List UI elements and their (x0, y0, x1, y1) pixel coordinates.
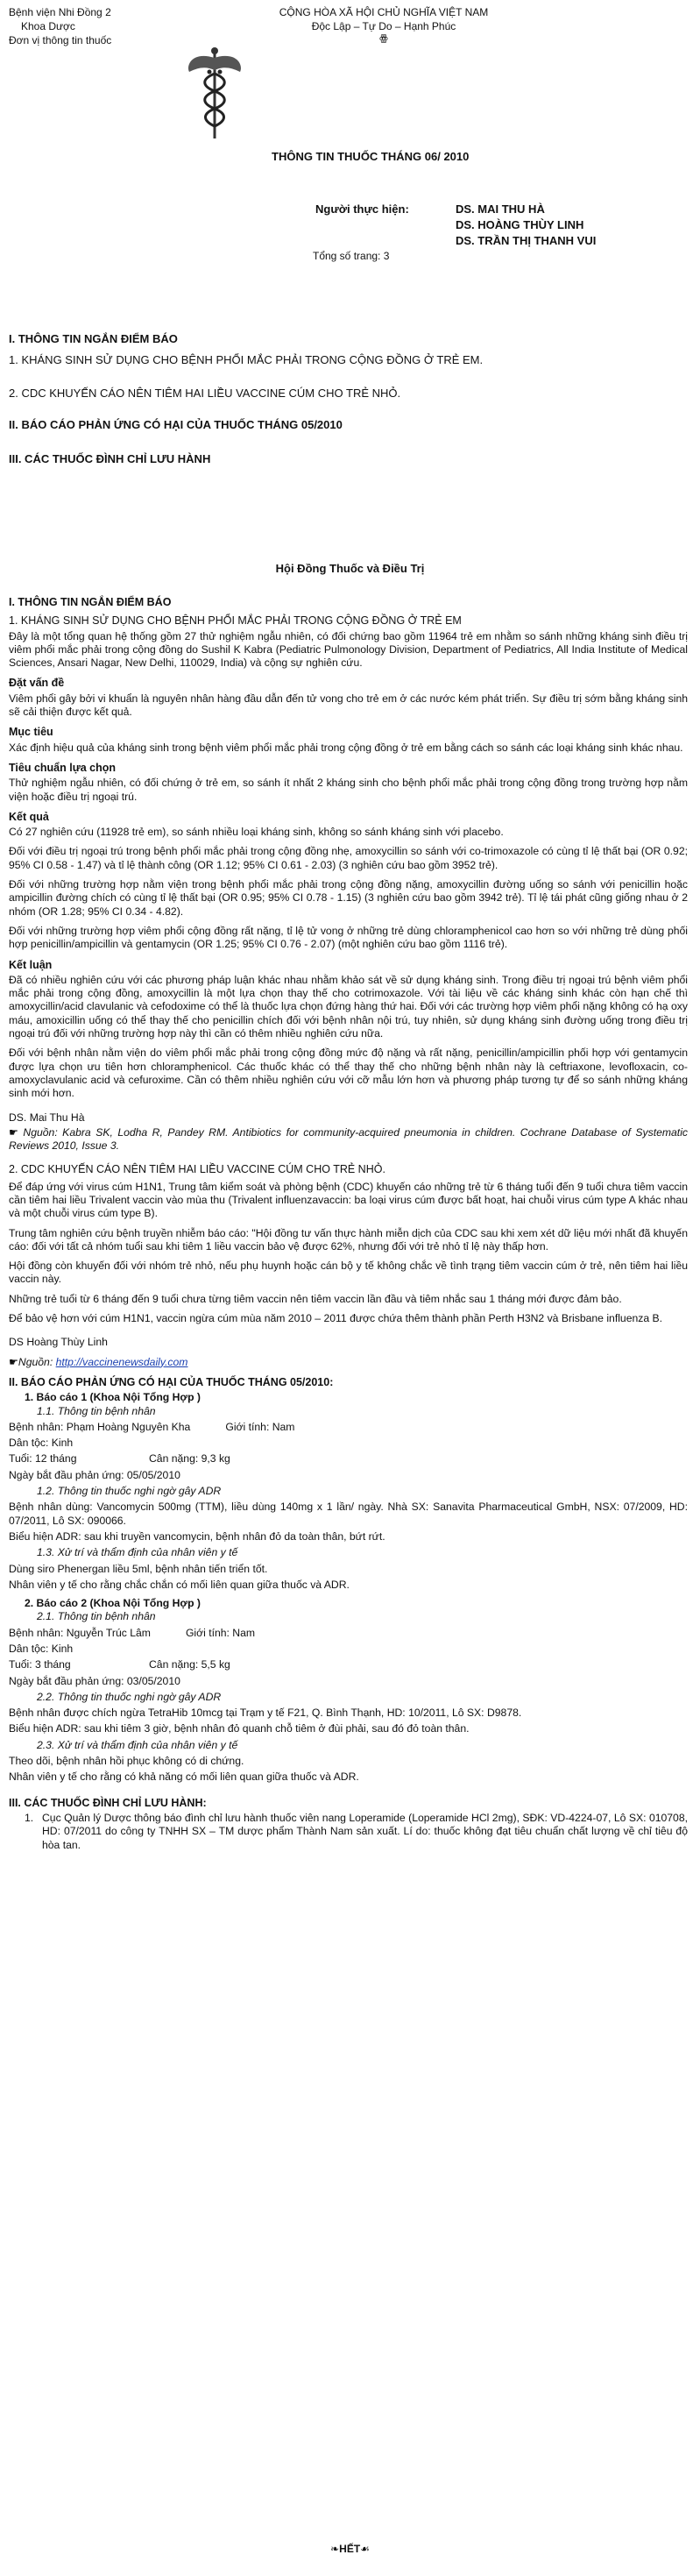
source-label: ☛Nguồn: (9, 1355, 56, 1368)
article-title: 2. CDC KHUYẾN CÁO NÊN TIÊM HAI LIỀU VACCINE CÚM CHO TRẺ NHỎ. (9, 1163, 385, 1176)
writer-name: DS. HOÀNG THÙY LINH (456, 218, 584, 231)
paragraph: Đây là một tổng quan hệ thống gồm 27 thử nghiệm ngẫu nhiên, có đối chứng bao gồm 11964 trẻ em nhằm so sánh những kháng sinh điều trị viêm phổi mắc phải trong cộng đồng do Sushil K Kabra (Pediatric Pulmonology Division, Department of Pediatrics, All India Institute of Medical Sciences, Ansari Nagar, New Delhi, 110029, India) và cộng sự nghiên cứu. (9, 629, 688, 670)
case-title: 1. Báo cáo 1 (Khoa Nội Tổng Hợp ) (25, 1391, 201, 1404)
subheading: Kết luận (9, 958, 53, 971)
case-title: 2. Báo cáo 2 (Khoa Nội Tổng Hợp ) (25, 1597, 201, 1610)
paragraph: Đối với những trường hợp nằm viện trong bệnh phổi mắc phải trong cộng đồng nặng, amoxycillin đường uống so sánh với penicillin hoặc ampicillin đường chích có cùng tỉ lệ thất bại (OR 0.95; 95% CI 0.78 - 1.15) (3 nghiên cứu bao gồm 3942 trẻ). Tỉ lệ tái phát cũng giống nhau ở 2 nhóm (OR 1.28; 95% CI 0.34 - 4.82). (9, 878, 688, 918)
paragraph: Để bảo vệ hơn với cúm H1N1, vaccin ngừa cúm mùa năm 2010 – 2011 được chứa thêm thành phần Perth H3N2 và Brisbane influenza B. (9, 1312, 663, 1325)
patient-sex: Giới tính: Nam (225, 1420, 295, 1433)
paragraph: Trung tâm nghiên cứu bệnh truyền nhiễm báo cáo: "Hội đồng tư vấn thực hành miễn dịch của CDC sau khi xem xét dữ liệu mới nhất đã khuyến cáo: đối với tất cả nhóm tuổi sau khi tiêm 1 liều vaccin bảo vệ được 62%, nhưng đối với trẻ nhỏ tỉ lệ này thấp hơn. (9, 1226, 688, 1253)
writer-name: DS. TRẦN THỊ THANH VUI (456, 234, 597, 247)
treatment: Dùng siro Phenergan liều 5ml, bệnh nhân tiến triển tốt. (9, 1562, 268, 1575)
paragraph: Những trẻ tuổi từ 6 tháng đến 9 tuổi chưa từng tiêm vaccin nên tiêm vaccin lần đầu và tiêm nhắc sau 1 tháng mới được đảm bảo. (9, 1292, 622, 1305)
patient-name: Bệnh nhân: Nguyễn Trúc Lâm (9, 1626, 151, 1639)
author: DS Hoàng Thùy Linh (9, 1336, 108, 1349)
org-department: Khoa Dược (21, 20, 75, 32)
paragraph: Xác định hiệu quả của kháng sinh trong bệnh viêm phổi mắc phải trong cộng đồng ở trẻ em bằng cách so sánh các loại kháng sinh khác nhau. (9, 741, 683, 754)
document-title: THÔNG TIN THUỐC THÁNG 06/ 2010 (272, 150, 470, 163)
nation-block (209, 5, 559, 44)
case-subheading: 2.3. Xử trí và thẩm định của nhân viên y tế (37, 1738, 238, 1751)
suspended-drug-item: Cục Quản lý Dược thông báo đình chỉ lưu hành thuốc viên nang Loperamide (Loperamide HCl 2mg), SĐK: VD-4224-07, Lô SX: 010708, HD: 07/2011 do công ty TNHH SX – TM dược phẩm Thành Nam sản xuất. Lí do: thuốc không đạt tiêu chuẩn chất lượng về chỉ tiêu độ hòa tan. (42, 1811, 688, 1851)
subheading: Kết quả (9, 810, 49, 823)
toc-item: 1. KHÁNG SINH SỬ DỤNG CHO BỆNH PHỔI MẮC PHẢI TRONG CỘNG ĐỒNG Ở TRẺ EM. (9, 353, 484, 366)
reaction-date: Ngày bắt đầu phản ứng: 03/05/2010 (9, 1674, 180, 1687)
writers-block (315, 202, 596, 249)
section-heading: III. CÁC THUỐC ĐÌNH CHỈ LƯU HÀNH: (9, 1796, 207, 1809)
subheading: Đặt vấn đề (9, 677, 65, 690)
paragraph: Có 27 nghiên cứu (11928 trẻ em), so sánh nhiều loại kháng sinh, không so sánh kháng sinh với placebo. (9, 826, 504, 839)
toc-item: 2. CDC KHUYẾN CÁO NÊN TIÊM HAI LIỀU VACCINE CÚM CHO TRẺ NHỎ. (9, 387, 401, 400)
patient-age: Tuổi: 3 tháng (9, 1658, 71, 1671)
section-heading: II. BÁO CÁO PHẢN ỨNG CÓ HẠI CỦA THUỐC THÁNG 05/2010: (9, 1375, 334, 1388)
paragraph: Viêm phổi gây bởi vi khuẩn là nguyên nhân hàng đầu dẫn đến tử vong cho trẻ em ở các nước kém phát triển. Sự điều trị sớm bằng kháng sinh sẽ cải thiện được kết quả. (9, 692, 688, 719)
adr-info: Biểu hiện ADR: sau khi tiêm 3 giờ, bệnh nhân đỏ quanh chỗ tiêm ở đùi phải, sau đó đỏ toàn thân. (9, 1722, 470, 1735)
section-heading: I. THÔNG TIN NGẮN ĐIỂM BÁO (9, 596, 172, 608)
reaction-date: Ngày bắt đầu phản ứng: 05/05/2010 (9, 1468, 180, 1481)
case-subheading: 1.2. Thông tin thuốc nghi ngờ gây ADR (37, 1485, 222, 1498)
assessment: Nhân viên y tế cho rằng chắc chắn có mối liên quan giữa thuốc và ADR. (9, 1578, 350, 1591)
patient-weight: Cân nặng: 9,3 kg (149, 1452, 230, 1465)
patient-name: Bệnh nhân: Phạm Hoàng Nguyên Kha (9, 1420, 191, 1433)
source-link[interactable]: http://vaccinenewsdaily.com (55, 1355, 188, 1368)
paragraph: Thử nghiệm ngẫu nhiên, có đối chứng ở trẻ em, so sánh ít nhất 2 kháng sinh cho bệnh phổi mắc phải trong cộng đồng trong trường hợp nằm viện hoặc điều trị ngoại trú. (9, 777, 688, 803)
paragraph: Hội đồng còn khuyến đối với nhóm trẻ nhỏ, nếu phụ huynh hoặc cán bộ y tế không chắc về tình trạng tiêm vaccin cúm ở trẻ, nên tiêm hai liều vaccin này. (9, 1260, 688, 1286)
org-unit: Đơn vị thông tin thuốc (9, 34, 112, 46)
treatment: Theo dõi, bệnh nhân hồi phục không có di chứng. (9, 1755, 244, 1768)
motto-ornament: ꙮ (379, 33, 388, 44)
adr-info: Biểu hiện ADR: sau khi truyền vancomycin, bệnh nhân đỏ da toàn thân, bứt rứt. (9, 1529, 385, 1543)
assessment: Nhân viên y tế cho rằng có khả năng có mối liên quan giữa thuốc và ADR. (9, 1771, 359, 1784)
total-pages: Tổng số trang: 3 (313, 250, 390, 262)
paragraph: Đối với bệnh nhân nằm viện do viêm phổi mắc phải trong cộng đồng mức độ nặng và rất nặng, penicillin/ampicillin phối hợp với gentamycin được lựa chọn ưu tiên hơn chloramphenicol. Các thuốc khác có thể thay thế cho những bệnh nhân này là ceftriaxone, levofloxacin, co-amoxyclavulanic acid và cefuroxime. Cần có thêm nhiều nghiên cứu với cỡ mẫu lớn hơn và phương pháp tương tự để so sánh những kháng sinh mới hơn. (9, 1047, 688, 1100)
drug-info: Bệnh nhân dùng: Vancomycin 500mg (TTM), liều dùng 140mg x 1 lần/ ngày. Nhà SX: Sanavita Pharmaceutical GmbH, NSX: 07/2009, HD: 07/2011, Lô SX: 090066. (9, 1501, 688, 1527)
toc-section-1: I. THÔNG TIN NGẮN ĐIỂM BÁO (9, 332, 178, 345)
toc-section-2: II. BÁO CÁO PHẢN ỨNG CÓ HẠI CỦA THUỐC THÁNG 05/2010 (9, 418, 343, 431)
drug-info: Bệnh nhân được chích ngừa TetraHib 10mcg tại Trạm y tế F21, Q. Bình Thạnh, HD: 10/2011, Lô SX: D9878. (9, 1707, 522, 1720)
toc-section-3: III. CÁC THUỐC ĐÌNH CHỈ LƯU HÀNH (9, 452, 211, 465)
patient-age: Tuổi: 12 tháng (9, 1452, 77, 1465)
end-mark: ❧HẾT☙ (330, 2543, 370, 2555)
paragraph: Đối với điều trị ngoại trú trong bệnh phổi mắc phải trong cộng đồng nhẹ, amoxycillin so sánh với co-trimoxazole có cùng tỉ lệ thất bại (OR 0.92; 95% CI 0.58 - 1.47) và tỉ lệ thành công (OR 1.12; 95% CI 0.61 - 2.03) (3 nghiên cứu bao gồm 3952 trẻ). (9, 845, 688, 871)
subheading: Tiêu chuẩn lựa chọn (9, 761, 117, 774)
nation-motto: Độc Lập – Tự Do – Hạnh Phúc (311, 20, 456, 32)
caduceus-logo-icon (184, 46, 245, 142)
org-hospital: Bệnh viện Nhi Đồng 2 (9, 6, 111, 18)
patient-sex: Giới tính: Nam (185, 1626, 256, 1639)
patient-weight: Cân nặng: 5,5 kg (149, 1658, 230, 1671)
case-subheading: 2.1. Thông tin bệnh nhân (37, 1610, 156, 1623)
org-block (9, 5, 158, 47)
case-subheading: 1.3. Xử trí và thẩm định của nhân viên y tế (37, 1546, 238, 1559)
paragraph: Đối với những trường hợp viêm phổi cộng đồng rất nặng, tỉ lệ tử vong ở những trẻ dùng chloramphenicol cao hơn so với những trẻ dùng phối hợp penicillin/ampicillin và gentamycin (OR 1.25; 95% CI 0.76 - 2.07) (một nghiên cứu bao gồm 1116 trẻ). (9, 924, 688, 951)
patient-ethnic: Dân tộc: Kinh (9, 1437, 74, 1450)
paragraph: Để đáp ứng với virus cúm H1N1, Trung tâm kiểm soát và phòng bệnh (CDC) khuyến cáo những trẻ từ 6 tháng tuổi đến 9 tuổi chưa tiêm vaccin cần tiêm hai liều Trivalent vaccin vào mùa thu (Trivalent influenzavaccin: ba loại virus cúm được bất hoạt, hai chuỗi virus cúm type A khác nhau và một chuỗi virus cúm type B). (9, 1180, 688, 1220)
council-heading: Hội Đồng Thuốc và Điều Trị (275, 562, 425, 575)
author: DS. Mai Thu Hà (9, 1111, 85, 1124)
source-reference: ☛ Nguồn: Kabra SK, Lodha R, Pandey RM. Antibiotics for community-acquired pneumonia in children. Cochrane Database of Systematic Reviews 2010, Issue 3. (9, 1125, 688, 1153)
patient-ethnic: Dân tộc: Kinh (9, 1643, 74, 1655)
paragraph: Đã có nhiều nghiên cứu với các phương pháp luận khác nhau nhằm khảo sát về sử dụng kháng sinh. Trong điều trị ngoại trú bệnh viêm phổi mắc phải trong cộng đồng, amoxycillin là một lựa chọn thay thế cho cotrimoxazole. Với tài liệu về các kháng sinh khác còn hạn chế thì amoxycillin/acid clavulanic và cefodoxime có thể là thuốc lựa chọn đứng hàng thứ hai. Đối với các trường hợp viêm phổi nặng không có hạ oxy máu, amoxicillin uống có thể thay thế cho penicillin chích đối với bệnh nhân nội trú, tuy nhiên, sử dụng kháng sinh đường uống trong điều trị ngoại trú đối với những trường hợp này thì cần có thêm nhiều nghiên cứu nữa. (9, 973, 688, 1040)
article-body (9, 596, 688, 1852)
list-number: 1. (25, 1811, 34, 1824)
writer-name: DS. MAI THU HÀ (456, 202, 545, 216)
writers-label: Người thực hiện: (315, 202, 409, 216)
case-subheading: 1.1. Thông tin bệnh nhân (37, 1404, 156, 1417)
case-subheading: 2.2. Thông tin thuốc nghi ngờ gây ADR (37, 1690, 222, 1703)
subheading: Mục tiêu (9, 726, 53, 739)
article-title: 1. KHÁNG SINH SỬ DỤNG CHO BỆNH PHỔI MẮC PHẢI TRONG CỘNG ĐỒNG Ở TRẺ EM (9, 614, 462, 628)
nation-title: CỘNG HÒA XÃ HỘI CHỦ NGHĨA VIỆT NAM (279, 6, 489, 18)
